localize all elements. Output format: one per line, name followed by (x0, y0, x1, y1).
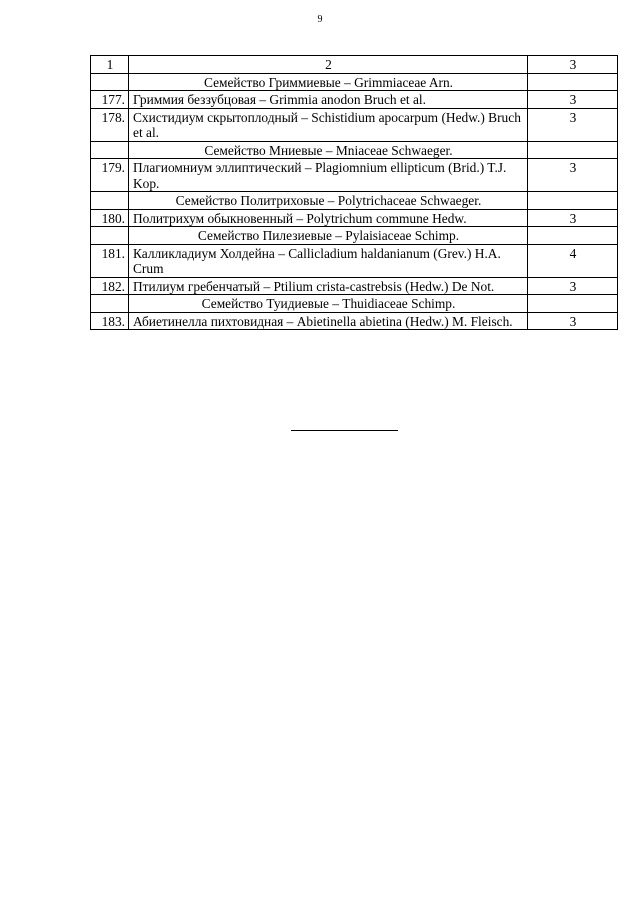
column-header-name: 2 (129, 56, 528, 74)
family-row (91, 192, 618, 210)
species-category: 3 (528, 159, 618, 192)
species-category: 3 (528, 312, 618, 330)
species-number: 178. (91, 108, 129, 141)
family-row (91, 227, 618, 245)
column-header-number: 1 (91, 56, 129, 74)
species-number: 182. (91, 277, 129, 295)
family-row-category-cell (528, 141, 618, 159)
species-category: 3 (528, 91, 618, 109)
table-header-row (91, 56, 618, 74)
family-row-number-cell (91, 73, 129, 91)
species-number: 177. (91, 91, 129, 109)
family-row-category-cell (528, 227, 618, 245)
family-name: Семейство Политриховые – Polytrichaceae Schwaeger. (129, 192, 528, 210)
species-category: 3 (528, 108, 618, 141)
species-row (91, 209, 618, 227)
species-number: 183. (91, 312, 129, 330)
species-row (91, 312, 618, 330)
species-row (91, 159, 618, 192)
family-row (91, 141, 618, 159)
species-row (91, 91, 618, 109)
species-name: Политрихум обыкновенный – Polytrichum commune Hedw. (129, 209, 528, 227)
species-name: Плагиомниум эллиптический – Plagiomnium ellipticum (Brid.) T.J. Kop. (129, 159, 528, 192)
family-row-category-cell (528, 192, 618, 210)
species-row (91, 244, 618, 277)
family-row-number-cell (91, 227, 129, 245)
family-row (91, 73, 618, 91)
page-number: 9 (317, 14, 323, 25)
column-header-category: 3 (528, 56, 618, 74)
family-name: Семейство Гриммиевые – Grimmiaceae Arn. (129, 73, 528, 91)
species-name: Гриммия беззубцовая – Grimmia anodon Bruch et al. (129, 91, 528, 109)
species-row (91, 108, 618, 141)
species-category: 4 (528, 244, 618, 277)
species-number: 179. (91, 159, 129, 192)
species-row (91, 277, 618, 295)
species-name: Калликлaдиум Холдейна – Callicladium haldanianum (Grev.) H.A. Crum (129, 244, 528, 277)
family-row-number-cell (91, 192, 129, 210)
species-category: 3 (528, 209, 618, 227)
family-row-category-cell (528, 73, 618, 91)
family-row-category-cell (528, 295, 618, 313)
species-table (90, 55, 618, 330)
species-number: 180. (91, 209, 129, 227)
family-name: Семейство Пилезиевые – Pylaisiaceae Schimp. (129, 227, 528, 245)
family-row-number-cell (91, 141, 129, 159)
species-number: 181. (91, 244, 129, 277)
end-of-document-rule (291, 430, 398, 431)
family-row (91, 295, 618, 313)
family-row-number-cell (91, 295, 129, 313)
family-name: Семейство Туидиевые – Thuidiaceae Schimp. (129, 295, 528, 313)
species-name: Абиетинелла пихтовидная – Abietinella abietina (Hedw.) M. Fleisch. (129, 312, 528, 330)
species-name: Птилиум гребенчатый – Ptilium crista-castrebsis (Hedw.) De Not. (129, 277, 528, 295)
table-body (91, 56, 618, 330)
species-name: Схистидиум скрытоплодный – Schistidium apocarpum (Hedw.) Bruch et al. (129, 108, 528, 141)
species-category: 3 (528, 277, 618, 295)
family-name: Семейство Мниевые – Mniaceae Schwaeger. (129, 141, 528, 159)
